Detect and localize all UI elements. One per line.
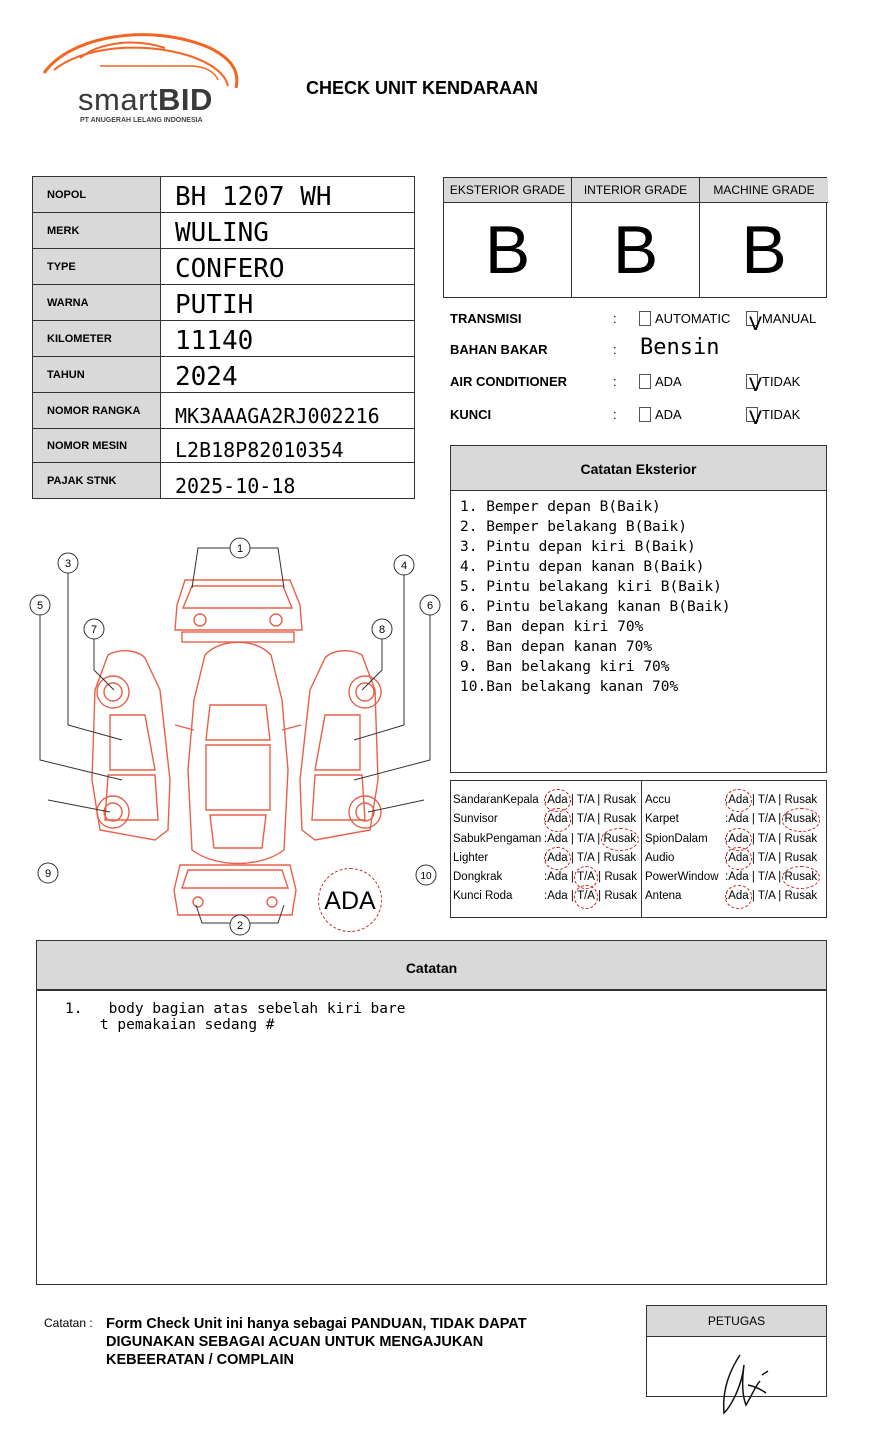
vehicle-field-label: TYPE — [33, 249, 161, 285]
transmisi-label: TRANSMISI — [450, 311, 522, 326]
interior-separator: | — [567, 813, 577, 826]
interior-option-ta[interactable]: T/A — [757, 871, 776, 884]
interior-separator: | — [748, 813, 758, 826]
interior-separator: | — [567, 851, 577, 864]
interior-item-name: SpionDalam — [645, 832, 708, 845]
bahan-bakar-colon: : — [613, 342, 617, 357]
marker-number: 6 — [426, 600, 434, 612]
car-damage-diagram — [20, 530, 450, 940]
interior-separator: | — [748, 890, 758, 903]
ac-tidak-label: TIDAK — [762, 374, 801, 389]
interior-separator: | — [567, 890, 578, 903]
document-title: CHECK UNIT KENDARAAN — [306, 78, 538, 98]
interior-option-ada[interactable]: Ada — [728, 791, 748, 810]
exterior-notes-list — [451, 491, 826, 697]
ac-label: AIR CONDITIONER — [450, 374, 567, 389]
interior-option-ada[interactable]: Ada — [547, 849, 567, 868]
interior-colon: : — [544, 871, 548, 884]
vehicle-field-value: PUTIH — [161, 285, 415, 321]
interior-separator: | — [594, 832, 604, 845]
interior-item-name: Dongkrak — [453, 871, 503, 884]
interior-separator: | — [748, 851, 758, 864]
marker-number: 9 — [44, 868, 52, 880]
interior-item — [453, 810, 641, 829]
interior-item-name: Sunvisor — [453, 813, 498, 826]
checkbox-automatic[interactable] — [639, 311, 651, 326]
bahan-bakar-label: BAHAN BAKAR — [450, 342, 548, 357]
logo-subtitle: PT ANUGERAH LELANG INDONESIA — [80, 117, 203, 124]
interior-item-name: SandaranKepala — [453, 794, 539, 806]
grade-table — [443, 177, 827, 298]
interior-separator: | — [775, 851, 785, 864]
interior-item-name: Karpet — [645, 813, 679, 826]
interior-colon: : — [725, 794, 729, 806]
interior-item — [453, 791, 641, 810]
exterior-note-item: 5. Pintu belakang kiri B(Baik) — [460, 579, 722, 595]
footer-label: Catatan : — [44, 1316, 93, 1330]
vehicle-row — [33, 249, 415, 285]
exterior-note-item: 1. Bemper depan B(Baik) — [460, 499, 661, 515]
marker-number: 4 — [400, 560, 408, 572]
check-mark-ac-tidak: V — [749, 374, 762, 396]
interior-item-name: PowerWindow — [645, 871, 719, 884]
interior-option-rusak[interactable]: Rusak — [784, 851, 818, 864]
interior-separator: | — [775, 832, 785, 845]
marker-number: 3 — [64, 558, 72, 570]
interior-item-name: Lighter — [453, 851, 489, 864]
kunci-colon: : — [613, 407, 617, 422]
vehicle-field-value: 2024 — [161, 357, 415, 393]
vehicle-field-value: WULING — [161, 213, 415, 249]
exterior-note-item: 8. Ban depan kanan 70% — [460, 639, 653, 655]
interior-option-ada[interactable]: Ada — [547, 810, 567, 829]
interior-item — [453, 887, 641, 906]
interior-item — [645, 810, 825, 829]
vehicle-field-label: NOMOR MESIN — [33, 429, 161, 463]
interior-option-rusak[interactable]: Rusak — [784, 832, 818, 845]
diagram-marker-7 — [84, 619, 104, 639]
interior-item — [453, 849, 641, 868]
interior-option-ta[interactable]: T/A — [757, 813, 776, 826]
interior-item — [453, 830, 641, 849]
diagram-marker-3 — [58, 553, 78, 573]
checkbox-ac-ada[interactable] — [639, 374, 651, 389]
vehicle-field-label: TAHUN — [33, 357, 161, 393]
bahan-bakar-value: Bensin — [640, 335, 720, 360]
interior-item-name: Accu — [645, 794, 671, 806]
vehicle-row — [33, 393, 415, 429]
footer-disclaimer: Form Check Unit ini hanya sebagai PANDUAN, TIDAK DAPAT DIGUNAKAN SEBAGAI ACUAN UNTUK MENGAJUKAN KEBEERATAN / COMPLAIN — [106, 1316, 527, 1368]
interior-option-ada[interactable]: Ada — [728, 871, 749, 884]
vehicle-identity-table — [32, 176, 415, 499]
grade-header-exterior: EKSTERIOR GRADE — [444, 178, 572, 203]
vehicle-field-label: MERK — [33, 213, 161, 249]
interior-option-ada[interactable]: Ada — [728, 849, 748, 868]
interior-separator: | — [748, 794, 758, 806]
interior-item-name: SabukPengaman — [453, 832, 542, 845]
marker-number: 5 — [36, 600, 44, 612]
interior-separator: | — [775, 890, 785, 903]
vehicle-row — [33, 357, 415, 393]
interior-colon: : — [725, 871, 729, 884]
exterior-notes-panel — [450, 445, 827, 773]
interior-colon: : — [725, 851, 729, 864]
interior-colon: : — [544, 851, 548, 864]
interior-separator: | — [567, 871, 578, 884]
interior-option-ta[interactable]: T/A — [576, 813, 595, 826]
vehicle-row — [33, 177, 415, 213]
interior-left-column — [453, 791, 641, 907]
interior-separator: | — [594, 871, 605, 884]
marker-leader-lines — [40, 548, 430, 923]
interior-item-name: Audio — [645, 851, 675, 864]
exterior-note-item: 6. Pintu belakang kanan B(Baik) — [460, 599, 731, 615]
notes-panel — [36, 940, 827, 1285]
kunci-label: KUNCI — [450, 407, 492, 422]
exterior-note-item: 4. Pintu depan kanan B(Baik) — [460, 559, 705, 575]
marker-group — [30, 538, 440, 935]
interior-option-ta[interactable]: T/A — [576, 794, 595, 806]
grade-value-machine: B — [741, 212, 787, 288]
interior-item — [645, 887, 825, 906]
vehicle-field-label: NOMOR RANGKA — [33, 393, 161, 429]
interior-option-ada[interactable]: Ada — [547, 890, 568, 903]
interior-separator: | — [775, 871, 785, 884]
interior-option-ada[interactable]: Ada — [728, 813, 749, 826]
diagram-marker-1 — [230, 538, 250, 558]
vehicle-field-value: 11140 — [161, 321, 415, 357]
car-outline — [92, 580, 381, 915]
marker-number: 10 — [420, 871, 432, 882]
diagram-marker-8 — [372, 619, 392, 639]
marker-number: 7 — [90, 624, 98, 636]
interior-separator: | — [594, 794, 604, 806]
vehicle-field-label: NOPOL — [33, 177, 161, 213]
interior-item — [645, 830, 825, 849]
exterior-note-item: 2. Bemper belakang B(Baik) — [460, 519, 687, 535]
vehicle-field-value: CONFERO — [161, 249, 415, 285]
interior-separator: | — [567, 832, 577, 845]
vehicle-row — [33, 463, 415, 499]
diagram-marker-9 — [38, 863, 58, 883]
marker-number: 8 — [378, 624, 386, 636]
kunci-ada-label: ADA — [655, 407, 682, 422]
vehicle-row — [33, 213, 415, 249]
manual-label: MANUAL — [762, 311, 817, 326]
ada-stamp: ADA — [318, 868, 382, 932]
check-mark-manual: V — [749, 313, 762, 335]
kunci-tidak-label: TIDAK — [762, 407, 801, 422]
diagram-marker-5 — [30, 595, 50, 615]
exterior-note-item: 7. Ban depan kiri 70% — [460, 619, 644, 635]
interior-right-column — [645, 791, 825, 907]
interior-divider — [641, 781, 642, 917]
vehicle-row — [33, 429, 415, 463]
check-mark-kunci-tidak: V — [749, 407, 762, 429]
vehicle-field-value: MK3AAAGA2RJ002216 — [161, 393, 415, 429]
vehicle-field-label: KILOMETER — [33, 321, 161, 357]
logo-wordmark: smartBID — [78, 82, 213, 117]
diagram-marker-4 — [394, 555, 414, 575]
diagram-marker-2 — [230, 915, 250, 935]
interior-option-rusak[interactable]: Rusak — [785, 810, 818, 829]
interior-option-rusak[interactable]: Rusak — [604, 890, 637, 903]
interior-option-ta[interactable]: T/A — [577, 868, 595, 887]
automatic-label: AUTOMATIC — [655, 311, 731, 326]
interior-option-rusak[interactable]: Rusak — [604, 871, 637, 884]
interior-option-rusak[interactable]: Rusak — [604, 830, 637, 849]
interior-separator: | — [775, 813, 785, 826]
interior-option-ada[interactable]: Ada — [547, 832, 568, 845]
interior-option-ta[interactable]: T/A — [577, 887, 595, 906]
transmisi-colon: : — [613, 311, 617, 326]
vehicle-field-label: PAJAK STNK — [33, 463, 161, 499]
interior-separator: | — [594, 890, 605, 903]
vehicle-field-value: 2025-10-18 — [161, 463, 415, 499]
ac-colon: : — [613, 374, 617, 389]
vehicle-field-value: L2B18P82010354 — [161, 429, 415, 463]
interior-option-rusak[interactable]: Rusak — [603, 851, 637, 864]
grade-header-machine: MACHINE GRADE — [700, 178, 828, 203]
interior-colon: : — [725, 813, 729, 826]
notes-text: 1. body bagian atas sebelah kiri bare t pemakaian sedang # — [65, 1001, 406, 1033]
interior-option-rusak[interactable]: Rusak — [784, 794, 818, 806]
interior-separator: | — [748, 871, 758, 884]
interior-item — [453, 868, 641, 887]
vehicle-row — [33, 321, 415, 357]
interior-option-ta[interactable]: T/A — [757, 851, 776, 864]
interior-colon: : — [725, 890, 729, 903]
interior-colon: : — [544, 813, 548, 826]
interior-colon: : — [544, 890, 548, 903]
vehicle-field-label: WARNA — [33, 285, 161, 321]
interior-option-ada[interactable]: Ada — [728, 830, 748, 849]
interior-option-rusak[interactable]: Rusak — [603, 794, 637, 806]
exterior-note-item: 9. Ban belakang kiri 70% — [460, 659, 670, 675]
diagram-marker-6 — [420, 595, 440, 615]
interior-option-ta[interactable]: T/A — [757, 794, 776, 806]
diagram-marker-10 — [416, 865, 436, 885]
interior-separator: | — [748, 832, 758, 845]
petugas-label: PETUGAS — [647, 1306, 826, 1337]
interior-option-ta[interactable]: T/A — [757, 832, 776, 845]
interior-separator: | — [594, 851, 604, 864]
interior-option-ta[interactable]: T/A — [757, 890, 776, 903]
interior-checklist — [450, 780, 827, 918]
interior-item-name: Kunci Roda — [453, 890, 513, 903]
interior-colon: : — [544, 832, 548, 845]
exterior-note-item: 10.Ban belakang kanan 70% — [460, 679, 679, 695]
interior-separator: | — [775, 794, 785, 806]
grade-value-exterior: B — [444, 203, 572, 297]
ac-ada-label: ADA — [655, 374, 682, 389]
grade-value-interior: B — [572, 203, 700, 297]
notes-title: Catatan — [37, 941, 826, 991]
interior-option-ada[interactable]: Ada — [547, 791, 567, 810]
exterior-note-item: 3. Pintu depan kiri B(Baik) — [460, 539, 696, 555]
vehicle-field-value: BH 1207 WH — [161, 177, 415, 213]
grade-header-interior: INTERIOR GRADE — [572, 178, 700, 203]
interior-option-ada[interactable]: Ada — [728, 887, 748, 906]
interior-separator: | — [567, 794, 577, 806]
interior-option-rusak[interactable]: Rusak — [784, 890, 818, 903]
interior-option-ada[interactable]: Ada — [547, 871, 568, 884]
vehicle-row — [33, 285, 415, 321]
interior-option-rusak[interactable]: Rusak — [603, 813, 637, 826]
interior-separator: | — [594, 813, 604, 826]
interior-colon: : — [544, 794, 548, 806]
signature-image — [712, 1345, 782, 1420]
interior-option-rusak[interactable]: Rusak — [785, 868, 818, 887]
marker-number: 1 — [236, 543, 244, 555]
marker-number: 2 — [236, 920, 244, 932]
interior-colon: : — [725, 832, 729, 845]
exterior-notes-title: Catatan Eksterior — [451, 446, 826, 491]
checkbox-kunci-ada[interactable] — [639, 407, 651, 422]
interior-option-ta[interactable]: T/A — [576, 832, 595, 845]
interior-item-name: Antena — [645, 890, 682, 903]
interior-option-ta[interactable]: T/A — [576, 851, 595, 864]
